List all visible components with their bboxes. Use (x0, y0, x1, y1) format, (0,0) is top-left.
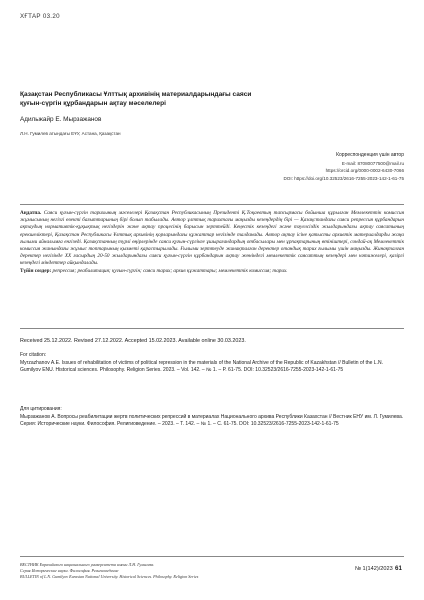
keywords: репрессия; реабилитация; қуғын-сүргін; саяси тарих; архив құжаттары; мемлекеттік комиссия; тарих. (51, 267, 288, 274)
footer-line-3: BULLETIN of L.N. Gumilyov Eurasian National University. Historical Sciences. Philosophy. Religion Series (20, 574, 199, 580)
journal-footer (20, 562, 270, 581)
title-line-1: Қазақстан Республикасы Ұлттық архивінің материалдарындағы саяси (20, 91, 252, 98)
footer-line-1: ВЕСТНИК Евразийского национального университета имени Л.Н. Гумилева. (20, 562, 155, 567)
citation-ru-text: Мырзажанов А. Вопросы реабилитации жертв политических репрессий в материалах Национального архива Республики Казахстан // Вестник ЕНУ им. Л. Гумилева. Серия: Исторические науки. Философия. Религиоведение. – 2023. – Т. 142. – № 1. – С. 61-75. DOI: 10.32523/2616-7255-2023-142-1-61-75 (20, 413, 404, 428)
correspondence-heading: Корреспонденция үшін автор (336, 152, 404, 158)
abstract (20, 210, 404, 275)
correspondence-doi[interactable]: DOI: https://doi.org/10.32523/2616-7255-2023-142-1-61-75 (283, 175, 404, 181)
issue-number: № 1(142)/2023 (355, 566, 393, 572)
citation-en (20, 352, 404, 375)
received-dates: Received 25.12.2022. Revised 27.12.2022. Accepted 15.02.2023. Available online 30.03.2023. (20, 338, 246, 344)
citation-en-text: Myrzazhanov A.E. Issues of rehabilitation of victims of political repression in the materials of the National Archive of the Republic of Kazakhstan // Bulletin of the L.N. Gumilyov ENU. Historical sciences. Philosophy. Religion Series. 2023. – Vol. 142. – № 1. – P. 61-75. DOI: 10.32523/2616-7255-2023-142-1-61-75 (20, 359, 383, 374)
abstract-body: Саяси қуғын-сүргін тарихының мәселелері Қазақстан Республикасының Президенті Қ.Тоқаевтың тапсырмасы бойынша құрылған Мемлекеттік комиссия жұмысының негізгі өзекті бағыттарының бірі болып табылады. Автор ұлттық тарихтағы маңызды кезеңдердің бірі — Қазақстандағы саяси репрессия құрбандарын ақтаудың нормативтік-құқықтық негіздерін және ақтау процесінің барысын зерттейді. Кеңестік кезеңдегі және тәуелсіздік жылдарындағы ақтау саясатының ерекшеліктері, Қазақстан Республикасы Ұлттық архивінің қорларындағы құжаттар негізінде талданады. Автор ақтау ісіне қатысты архивтік материалдарды жаңа ғылыми айналымға енгізеді. Қазақстанның түрлі өңірлерінде саяси қуғын-сүргінге ұшырағандардың отбасылары мен ұрпақтарының өтініштері, сондай-ақ Мемлекеттік комиссия жанындағы жұмыс топтарының қызметі қарастырылады. Ғылыми зерттеуде жинақталған деректер отандық тарих ғылымы үшін маңызды. (20, 210, 404, 253)
article-title (20, 90, 380, 108)
abstract-body-2: Жинақталған деректер негізінде XX ғасырдың 20-50 жылдарындағы саяси қуғын-сүргін құрбандарын ақтау жөніндегі мемлекеттік саясаттың кезеңдері мен нәтижелері, қазіргі кезеңдегі міндеттер айқындалады. (20, 246, 405, 267)
correspondence-orcid[interactable]: https://orcid.org/0000-0002-6430-7066 (325, 168, 404, 174)
citation-ru (20, 406, 404, 429)
citation-ru-heading: Для цитирования: (20, 406, 62, 412)
abstract-bottom-rule (20, 328, 404, 329)
title-line-2: қуғын-сүргін құрбандарын ақтау мәселелері (20, 100, 166, 107)
correspondence-email[interactable]: E-mail: 87080077500@mail.ru (341, 160, 404, 166)
journal-code: ХҒТАР 03.20 (20, 13, 60, 20)
footer-rule (20, 556, 404, 557)
correspondence-block (283, 152, 404, 182)
footer-line-2: Серия Исторические науки. Философия. Религиоведение (20, 568, 119, 574)
abstract-top-rule (20, 204, 404, 205)
citation-en-heading: For citation: (20, 352, 47, 358)
keywords-label: Түйін сөздер: (20, 267, 52, 274)
abstract-label: Аңдатпа. (20, 210, 42, 216)
author-name: Адильжайр Е. Мырзажанов (20, 116, 102, 123)
page-number: 61 (395, 565, 402, 572)
author-affiliation: Л.Н. Гумилев атындағы ЕҰУ, Астана, Қазақстан (20, 131, 121, 136)
